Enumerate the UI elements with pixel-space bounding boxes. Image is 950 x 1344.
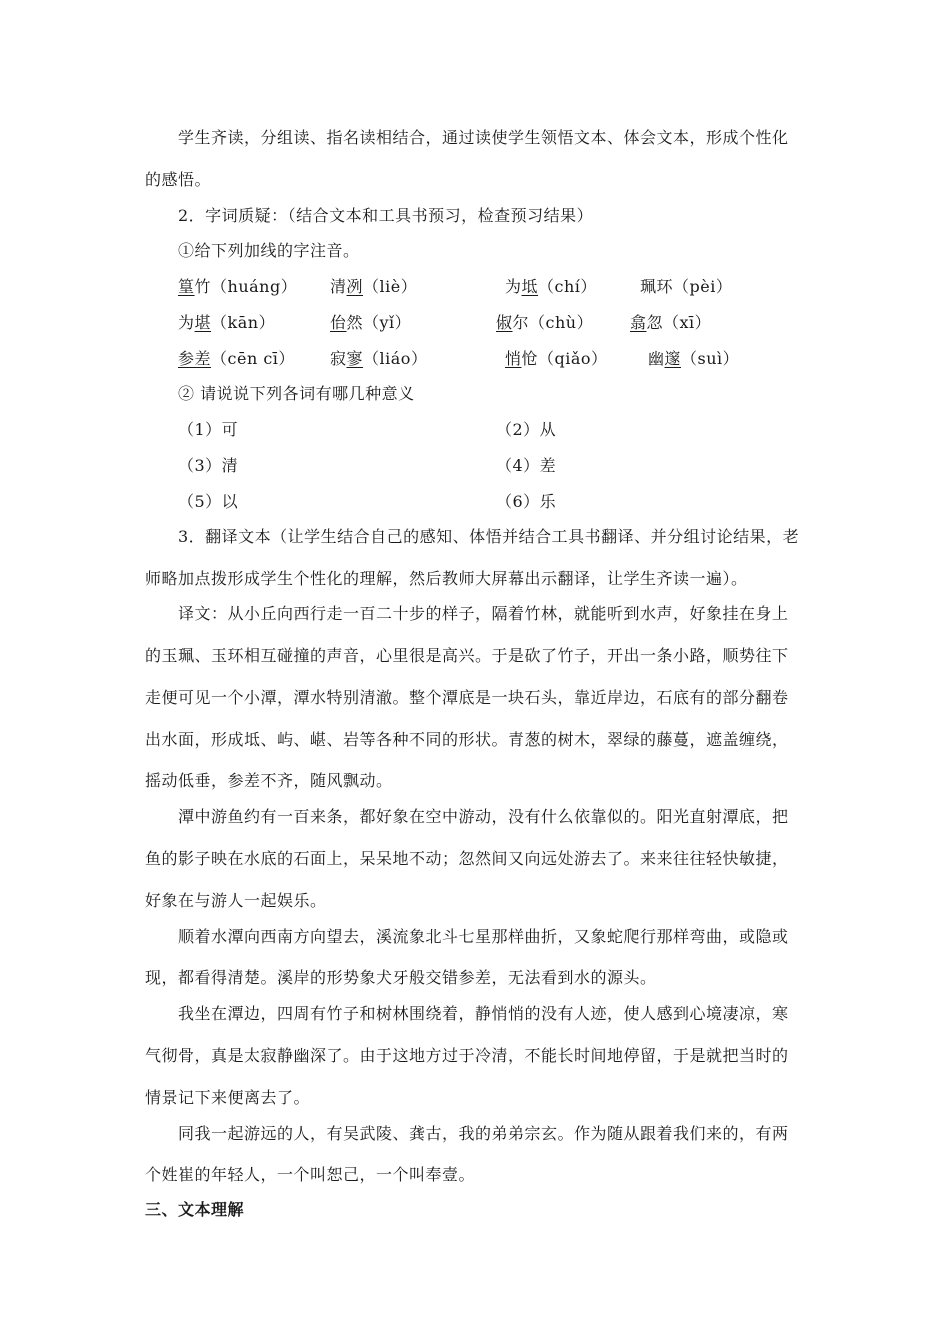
pinyin-text: 竹（huáng） <box>194 277 298 296</box>
pinyin-text: 忽（xī） <box>646 313 712 332</box>
intro-line-2: 的感悟。 <box>145 170 212 189</box>
meaning-item: （4）差 <box>496 456 557 475</box>
pinyin-item <box>648 349 739 369</box>
translation-line: 个姓崔的年轻人，一个叫恕己，一个叫奉壹。 <box>145 1165 476 1184</box>
translation-line: 我坐在潭边，四周有竹子和树林围绕着，静悄悄的没有人迹，使人感到心境凄凉，寒 <box>178 1004 789 1023</box>
pinyin-text: （suì） <box>681 349 740 368</box>
pinyin-item <box>330 349 427 369</box>
translation-line: 摇动低垂，参差不齐，随风飘动。 <box>145 771 393 790</box>
pinyin-item <box>178 277 297 297</box>
translation-line: 同我一起游远的人，有吴武陵、龚古，我的弟弟宗玄。作为随从跟着我们来的，有两 <box>178 1124 789 1143</box>
intro-line-1: 学生齐读，分组读、指名读相结合，通过读使学生领悟文本、体会文本，形成个性化 <box>178 128 789 147</box>
pinyin-item <box>496 313 593 333</box>
underlined-char: 坻 <box>521 277 539 296</box>
prefix-char: 为 <box>505 277 522 296</box>
pinyin-item <box>505 277 597 297</box>
translation-line: 走便可见一个小潭，潭水特别清澈。整个潭底是一块石头，靠近岸边，石底有的部分翻卷 <box>145 688 789 707</box>
pinyin-item <box>330 313 411 333</box>
pinyin-text: （liáo） <box>363 349 428 368</box>
question-2-title: ② 请说说下列各词有哪几种意义 <box>178 384 415 403</box>
translation-line: 的玉珮、玉环相互碰撞的声音，心里很是高兴。于是砍了竹子，开出一条小路，顺势往下 <box>145 646 789 665</box>
section-3-title-line-2: 师略加点拨形成学生个性化的理解，然后教师大屏幕出示翻译，让学生齐读一遍）。 <box>145 569 748 588</box>
section-3-title-line-1: 3．翻译文本（让学生结合自己的感知、体悟并结合工具书翻译、并分组讨论结果，老 <box>178 527 800 546</box>
translation-line: 气彻骨，真是太寂静幽深了。由于这地方过于冷清，不能长时间地停留，于是就把当时的 <box>145 1046 789 1065</box>
pinyin-item <box>640 277 732 297</box>
pinyin-text: （cēn cī） <box>211 349 295 368</box>
translation-line: 出水面，形成坻、屿、嵁、岩等各种不同的形状。青葱的树木，翠绿的藤蔓，遮盖缠绕， <box>145 730 789 749</box>
pinyin-text: 然（yǐ） <box>346 313 412 332</box>
prefix-char: 寂 <box>330 349 347 368</box>
meaning-item: （3）清 <box>178 456 239 475</box>
underlined-char: 冽 <box>346 277 364 296</box>
prefix-char: 幽 <box>648 349 665 368</box>
underlined-char: 俶 <box>496 313 513 332</box>
pinyin-item <box>505 349 608 369</box>
underlined-char: 寥 <box>346 349 364 368</box>
pinyin-text: （chí） <box>538 277 597 296</box>
pinyin-text: （liè） <box>363 277 418 296</box>
pinyin-item <box>330 277 417 297</box>
question-1-title: ①给下列加线的字注音。 <box>178 241 360 260</box>
translation-line: 鱼的影子映在水底的石面上，呆呆地不动；忽然间又向远处游去了。来来往往轻快敏捷， <box>145 849 789 868</box>
translation-line: 情景记下来便离去了。 <box>145 1088 311 1107</box>
underlined-char: 篁 <box>178 277 195 296</box>
underlined-char: 参差 <box>178 349 212 368</box>
pinyin-item <box>178 313 275 333</box>
pinyin-text: 怆（qiǎo） <box>521 349 608 368</box>
section-2-title: 2．字词质疑：（结合文本和工具书预习，检查预习结果） <box>178 206 594 225</box>
translation-line: 好象在与游人一起娱乐。 <box>145 891 327 910</box>
underlined-char: 堪 <box>194 313 212 332</box>
pinyin-item <box>178 349 295 369</box>
meaning-item: （2）从 <box>496 420 557 439</box>
meaning-item: （5）以 <box>178 492 239 511</box>
translation-line: 潭中游鱼约有一百来条，都好象在空中游动，没有什么依靠似的。阳光直射潭底，把 <box>178 807 789 826</box>
translation-line: 顺着水潭向西南方向望去，溪流象北斗七星那样曲折，又象蛇爬行那样弯曲，或隐或 <box>178 927 789 946</box>
underlined-char: 翕 <box>630 313 647 332</box>
section-heading: 三、文本理解 <box>145 1200 245 1219</box>
meaning-item: （6）乐 <box>496 492 557 511</box>
translation-line: 译文：从小丘向西行走一百二十步的样子，隔着竹林，就能听到水声，好象挂在身上 <box>178 604 789 623</box>
translation-line: 现，都看得清楚。溪岸的形势象犬牙般交错参差，无法看到水的源头。 <box>145 968 657 987</box>
underlined-char: 邃 <box>664 349 682 368</box>
pinyin-item <box>630 313 711 333</box>
prefix-char: 为 <box>178 313 195 332</box>
pinyin-text: （kān） <box>211 313 276 332</box>
prefix-char: 清 <box>330 277 347 296</box>
pinyin-text: 珮环（pèi） <box>640 277 733 296</box>
pinyin-text: 尔（chù） <box>512 313 594 332</box>
underlined-char: 悄 <box>505 349 522 368</box>
meaning-item: （1）可 <box>178 420 239 439</box>
underlined-char: 佁 <box>330 313 347 332</box>
